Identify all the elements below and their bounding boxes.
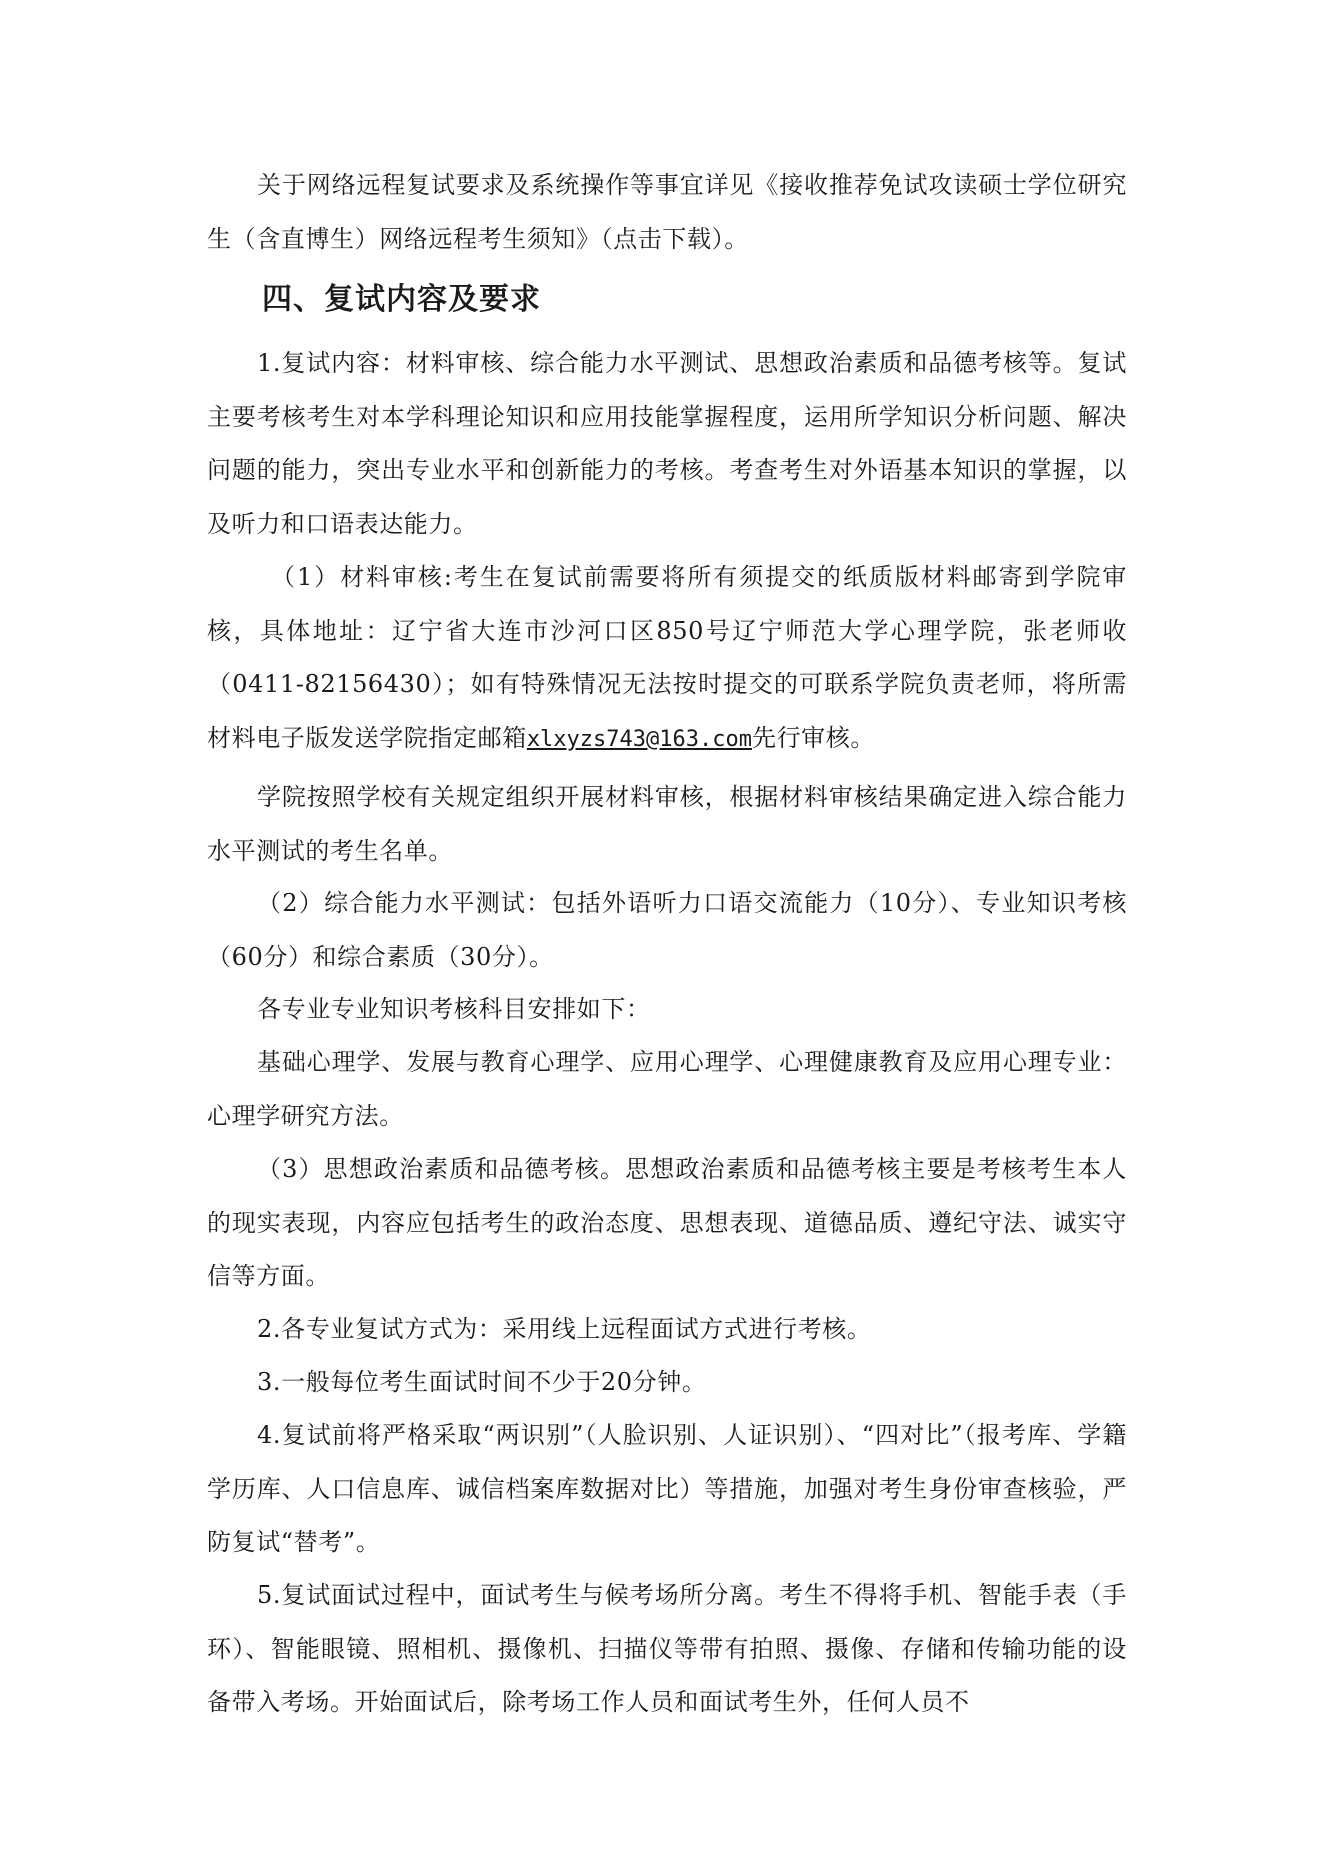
paragraph-identity-check: 4.复试前将严格采取“两识别”（人脸识别、人证识别）、“四对比”（报考库、学籍学历库、人口信息库、诚信档案库数据对比）等措施，加强对考生身份审查核验，严防复试“替考”。 — [207, 1421, 1127, 1556]
paragraph-ability-test: （2）综合能力水平测试：包括外语听力口语交流能力（10分）、专业知识考核（60分）和综合素质（30分）。 — [207, 889, 1127, 971]
paragraph-political-review: （3）思想政治素质和品德考核。思想政治素质和品德考核主要是考核考生本人的现实表现，内容应包括考生的政治态度、思想表现、道德品质、遵纪守法、诚实守信等方面。 — [207, 1155, 1127, 1290]
paragraph-subjects: 基础心理学、发展与教育心理学、应用心理学、心理健康教育及应用心理专业：心理学研究方法。 — [207, 1048, 1127, 1130]
paragraph-subjects-intro: 各专业专业知识考核科目安排如下： — [257, 995, 651, 1023]
paragraph-retest-method: 2.各专业复试方式为：采用线上远程面试方式进行考核。 — [257, 1315, 872, 1343]
paragraph-school-review: 学院按照学校有关规定组织开展材料审核，根据材料审核结果确定进入综合能力水平测试的考生名单。 — [207, 783, 1127, 865]
paragraph-interview-time: 3.一般每位考生面试时间不少于20分钟。 — [257, 1368, 707, 1396]
section-heading: 四、复试内容及要求 — [262, 282, 541, 317]
material-review-tail: 先行审核。 — [751, 723, 875, 752]
material-review-text: （1）材料审核:考生在复试前需要将所有须提交的纸质版材料邮寄到学院审核，具体地址：辽宁省大连市沙河口区850号辽宁师范大学心理学院，张老师收（0411-82156430）；如有特殊情况无法按时提交的可联系学院负责老师，将所需材料电子版发送学院指定邮箱 — [207, 563, 1127, 752]
paragraph-material-review — [207, 551, 1127, 766]
intro-paragraph: 关于网络远程复试要求及系统操作等事宜详见《接收推荐免试攻读硕士学位研究生（含直博生）网络远程考生须知》（点击下载）。 — [207, 171, 1127, 253]
paragraph-interview-rules: 5.复试面试过程中，面试考生与候考场所分离。考生不得将手机、智能手表（手环）、智能眼镜、照相机、摄像机、扫描仪等带有拍照、摄像、存储和传输功能的设备带入考场。开始面试后，除考场工作人员和面试考生外，任何人员不 — [207, 1581, 1127, 1716]
email-link[interactable]: xlxyzs743@163.com — [526, 726, 752, 752]
paragraph-retest-content: 1.复试内容：材料审核、综合能力水平测试、思想政治素质和品德考核等。复试主要考核考生对本学科理论知识和应用技能掌握程度，运用所学知识分析问题、解决问题的能力，突出专业水平和创新能力的考核。考查考生对外语基本知识的掌握，以及听力和口语表达能力。 — [207, 349, 1127, 538]
